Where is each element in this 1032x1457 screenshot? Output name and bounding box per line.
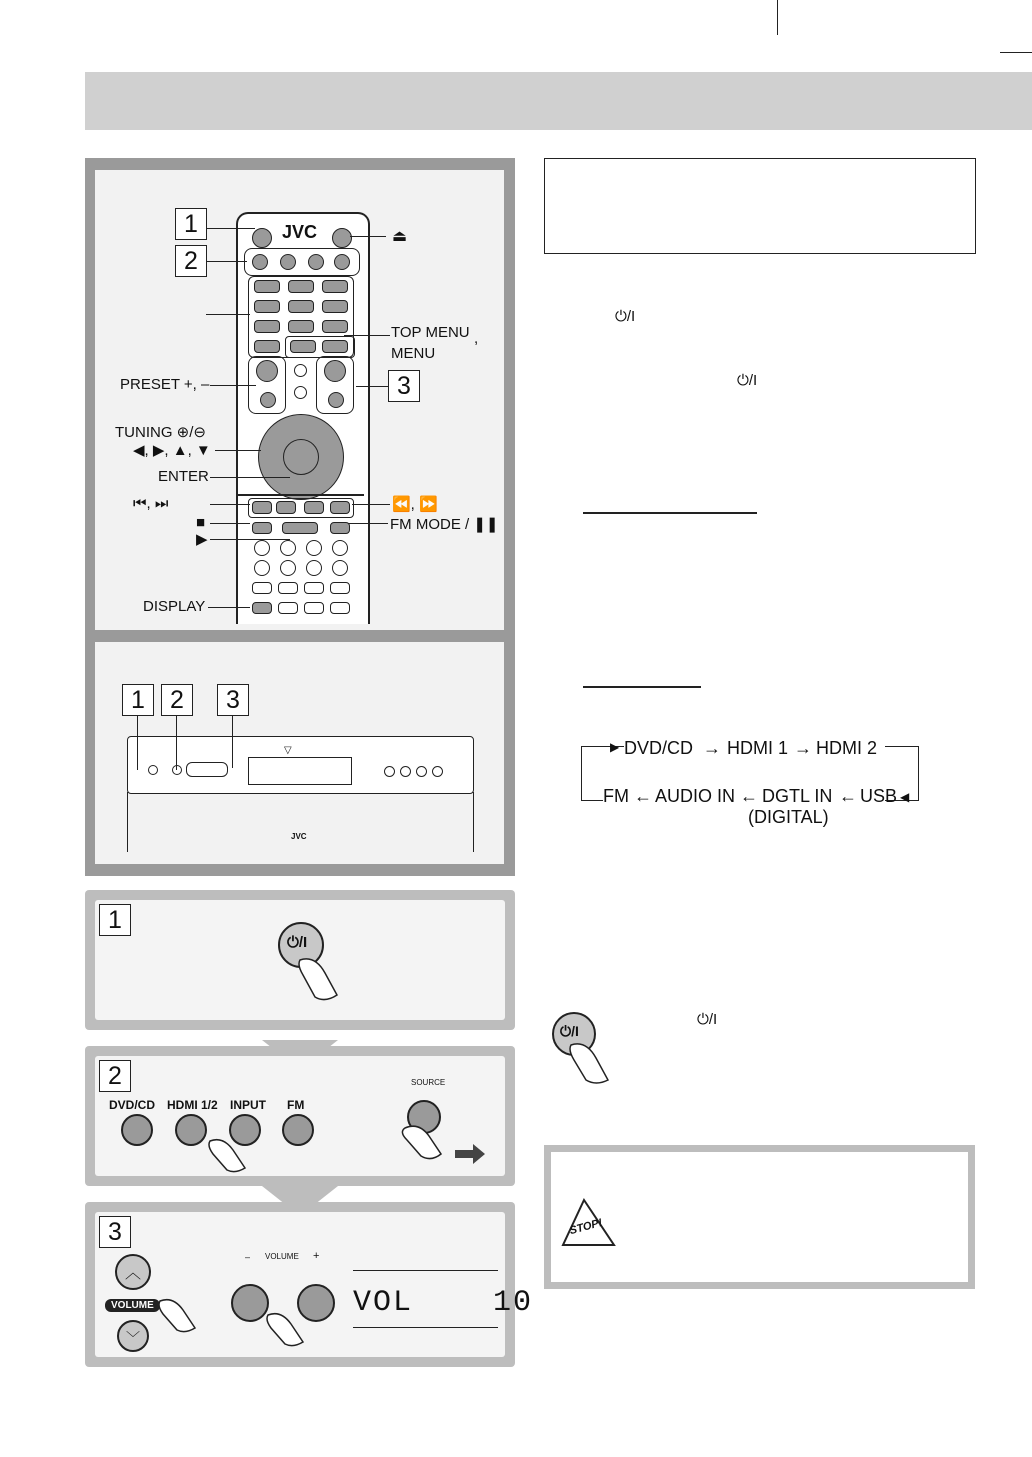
function-button[interactable] (278, 582, 298, 594)
stop-button[interactable] (252, 522, 272, 534)
keypad-button[interactable] (254, 320, 280, 333)
top-menu-comma: , (474, 330, 479, 347)
finger-icon (566, 1040, 614, 1088)
note-box (544, 158, 976, 254)
header-bar (85, 72, 1032, 130)
skip-back-button[interactable] (252, 501, 272, 514)
power-button[interactable] (252, 228, 272, 248)
volume-display: VOL 10 (353, 1286, 534, 1320)
cursor-label: ◀, ▶, ▲, ▼ (133, 442, 211, 459)
function-button[interactable] (304, 582, 324, 594)
source-button[interactable] (308, 254, 324, 270)
flow-audio-in: AUDIO IN (655, 786, 736, 806)
leader-line (210, 385, 256, 386)
step-1-inner (95, 900, 505, 1020)
keypad-button[interactable] (254, 340, 280, 353)
hdmi-button[interactable] (175, 1114, 207, 1146)
leader-line (210, 539, 290, 540)
finger-icon (155, 1296, 205, 1336)
step-1-panel (85, 890, 515, 1030)
fm-button[interactable] (282, 1114, 314, 1146)
dvd-cd-button[interactable] (121, 1114, 153, 1146)
flow-hdmi1: HDMI 1 (727, 738, 789, 758)
power-button[interactable] (148, 765, 158, 775)
eject-button[interactable] (332, 228, 352, 248)
chevron-up-icon: ︿ (125, 1265, 142, 1282)
keypad-button[interactable] (322, 300, 348, 313)
play-button[interactable] (282, 522, 318, 534)
function-button[interactable] (330, 602, 350, 614)
crop-mark (777, 0, 778, 35)
leader-line (348, 523, 388, 524)
small-button[interactable] (294, 386, 307, 399)
finger-icon (263, 1310, 313, 1350)
leader-line (356, 386, 388, 387)
rewind-button[interactable] (304, 501, 324, 514)
flow-arrow: → (703, 738, 721, 758)
leader-line (350, 236, 386, 237)
power-symbol-3: ⏻/I (697, 1011, 718, 1028)
warning-box (544, 1145, 975, 1289)
top-menu-button[interactable] (290, 340, 316, 353)
volume-plus-label: + (313, 1250, 320, 1262)
power-symbol: ⏻/I (560, 1023, 579, 1039)
flow-dvd-cd: DVD/CD (624, 738, 694, 758)
callout-3: 3 (388, 370, 420, 402)
skip-label: ⏮, ⏭ (133, 495, 169, 512)
unit-speaker (127, 792, 474, 852)
section-underline (583, 686, 701, 688)
search-label: ⏪, ⏩ (392, 496, 438, 513)
fm-label: FM (287, 1098, 305, 1112)
keypad-button[interactable] (288, 300, 314, 313)
volume-down-button[interactable] (328, 392, 344, 408)
small-button[interactable] (294, 364, 307, 377)
finger-icon (205, 1136, 255, 1176)
keypad-button[interactable] (288, 320, 314, 333)
flow-digital-sub: (DIGITAL) (748, 807, 829, 827)
source-button[interactable] (280, 254, 296, 270)
pause-button[interactable] (330, 522, 350, 534)
keypad-button[interactable] (322, 280, 348, 293)
indicator (416, 766, 427, 777)
step-2-panel (85, 1046, 515, 1186)
remote-volume-label: VOLUME (105, 1299, 160, 1312)
leader-line (206, 314, 250, 315)
skip-forward-button[interactable] (276, 501, 296, 514)
dvd-cd-label: DVD/CD (109, 1098, 156, 1112)
source-label: SOURCE (411, 1078, 446, 1087)
step-2-number: 2 (99, 1060, 131, 1092)
leader-line (232, 716, 233, 768)
leader-line (208, 607, 250, 608)
leader-line (210, 477, 290, 478)
power-symbol: ⏻/I (287, 934, 308, 951)
indicator (400, 766, 411, 777)
number-button[interactable] (254, 560, 270, 576)
leader-line (176, 716, 177, 770)
source-button[interactable] (252, 254, 268, 270)
unit-brand: JVC (291, 832, 307, 841)
leader-line (207, 228, 255, 229)
step-1-number: 1 (99, 904, 131, 936)
number-button[interactable] (280, 540, 296, 556)
turn-finger-icon (395, 1122, 495, 1172)
fast-forward-button[interactable] (330, 501, 350, 514)
top-menu-label: TOP MENU (391, 324, 470, 341)
section-underline (583, 512, 757, 514)
enter-button[interactable] (283, 439, 319, 475)
finger-icon (295, 955, 345, 1005)
unit-front (127, 736, 474, 794)
leader-line (207, 261, 247, 262)
divider (238, 494, 364, 496)
disc-slot-icon: ▽ (284, 745, 292, 756)
step-3-number: 3 (99, 1216, 131, 1248)
volume-down-button[interactable] (117, 1320, 149, 1352)
input-label: INPUT (230, 1098, 266, 1112)
number-button[interactable] (280, 560, 296, 576)
stop-text: STOP! (568, 1216, 604, 1238)
function-button[interactable] (330, 582, 350, 594)
preset-label: PRESET +, – (120, 376, 210, 393)
stop-label: ■ (196, 514, 206, 531)
keypad-button[interactable] (254, 280, 280, 293)
callout-2: 2 (175, 245, 207, 277)
volume-minus-label: – (245, 1252, 251, 1262)
function-button[interactable] (304, 602, 324, 614)
remote-control (236, 212, 370, 624)
flow-usb: USB (860, 786, 898, 806)
step-2-inner (95, 1056, 505, 1176)
menu-button[interactable] (322, 340, 348, 353)
preset-plus-button[interactable] (256, 360, 278, 382)
keypad-button[interactable] (254, 300, 280, 313)
step-3-panel (85, 1202, 534, 1367)
hdmi-label: HDMI 1/2 (167, 1098, 218, 1112)
number-button[interactable] (306, 560, 322, 576)
volume-up-button[interactable] (324, 360, 346, 382)
source-button[interactable] (172, 765, 182, 775)
flow-arrow-icon: ▶ (610, 740, 620, 754)
keypad-button[interactable] (288, 280, 314, 293)
enter-label: ENTER (158, 468, 209, 485)
flow-arrow: → (794, 738, 812, 758)
leader-line (215, 450, 261, 451)
number-button[interactable] (332, 540, 348, 556)
flow-hdmi2: HDMI 2 (816, 738, 878, 758)
eject-label: ⏏ (392, 228, 408, 245)
preset-minus-button[interactable] (260, 392, 276, 408)
leader-line (210, 504, 250, 505)
keypad-button[interactable] (322, 320, 348, 333)
function-button[interactable] (278, 602, 298, 614)
flow-arrow: ← (839, 786, 857, 806)
function-button[interactable] (252, 582, 272, 594)
remote-brand: JVC (282, 222, 318, 242)
display-button[interactable] (252, 602, 272, 614)
flow-fm: FM (603, 786, 629, 806)
display-bottom-line (353, 1327, 498, 1328)
number-button[interactable] (306, 540, 322, 556)
flow-dgtl-in: DGTL IN (762, 786, 833, 806)
front-callout-1: 1 (122, 684, 154, 716)
front-callout-2: 2 (161, 684, 193, 716)
leader-line (352, 504, 390, 505)
display-label: DISPLAY (143, 598, 206, 615)
menu-label: MENU (391, 345, 436, 362)
warning-inner (551, 1152, 968, 1282)
front-callout-3: 3 (217, 684, 249, 716)
volume-button-group[interactable] (186, 762, 228, 777)
chevron-down-icon: ﹀ (126, 1330, 140, 1346)
fm-mode-label: FM MODE / ❚❚ (390, 516, 499, 533)
callout-1: 1 (175, 208, 207, 240)
number-button[interactable] (254, 540, 270, 556)
stop-warning-icon (559, 1197, 617, 1249)
volume-label: VOLUME (265, 1252, 299, 1261)
power-symbol-1: ⏻/I (615, 308, 636, 325)
crop-mark (1000, 52, 1032, 53)
flow-arrow: ← (634, 786, 652, 806)
step-3-inner (95, 1212, 534, 1357)
number-button[interactable] (332, 560, 348, 576)
tuning-label: TUNING ⊕/⊖ (115, 424, 206, 441)
leader-line (210, 523, 250, 524)
front-display (248, 757, 352, 785)
flow-arrow: ← (740, 786, 758, 806)
leader-line (344, 335, 390, 336)
leader-line (137, 716, 138, 770)
source-button[interactable] (334, 254, 350, 270)
play-label: ▶ (196, 531, 208, 548)
display-top-line (353, 1270, 498, 1271)
indicator (384, 766, 395, 777)
flow-arrow-icon: ◀ (900, 790, 910, 804)
volume-up-button[interactable] (115, 1254, 151, 1290)
power-symbol-2: ⏻/I (737, 372, 758, 389)
indicator (432, 766, 443, 777)
